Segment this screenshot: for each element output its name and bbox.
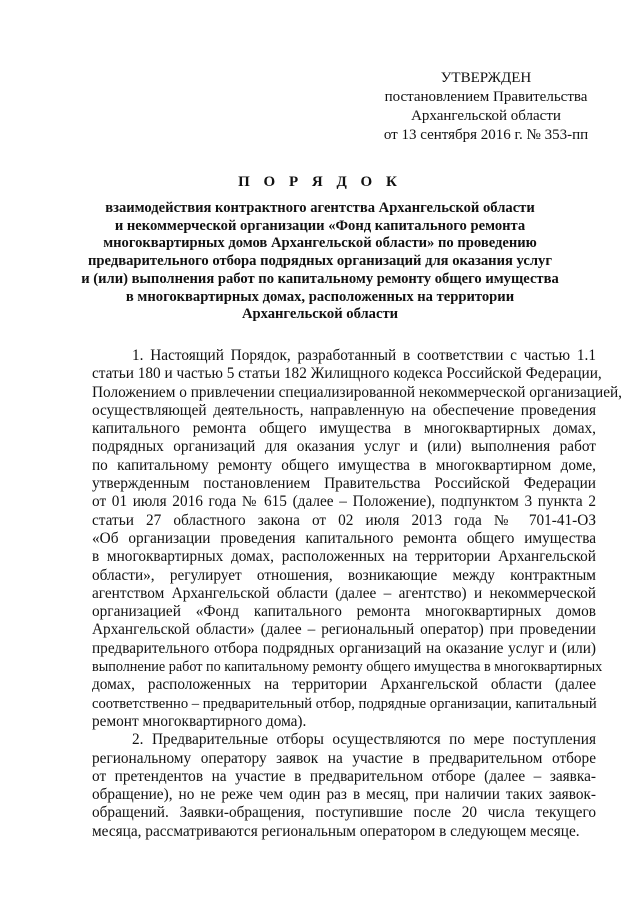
text-line: соответственно – предварительный отбор, подрядные организации, капитальный bbox=[92, 695, 597, 712]
document-body bbox=[92, 347, 622, 841]
text-line: Архангельской области» (далее – региональный оператор) при проведении bbox=[92, 621, 596, 639]
title-line: в многоквартирных домах, расположенных на территории bbox=[125, 288, 515, 305]
text-line: агентством Архангельской области (далее – агентство) и некоммерческой bbox=[92, 584, 596, 602]
document-title bbox=[80, 172, 560, 324]
text-line: статьи 27 областного закона от 02 июля 2013 года № 701-41-ОЗ bbox=[92, 511, 596, 529]
text-line: региональному оператору заявок на участие в предварительном отборе bbox=[92, 749, 596, 767]
approval-block bbox=[376, 69, 596, 145]
approval-date: от 13 сентября 2016 г. № 353-пп bbox=[383, 127, 589, 143]
title-line: многоквартирных домов Архангельской области» по проведению bbox=[103, 235, 537, 252]
approval-line: Архангельской области bbox=[411, 108, 561, 124]
text-line: капитального ремонта общего имущества в многоквартирных домах, bbox=[92, 420, 596, 438]
text-line: месяца, рассматриваются региональным оператором в следующем месяце. bbox=[92, 822, 580, 840]
title-line: и некоммерческой организации «Фонд капитального ремонта bbox=[114, 217, 526, 234]
text-line: подрядных организаций для оказания услуг и (или) выполнения работ bbox=[92, 438, 596, 456]
text-line: выполнение работ по капитальному ремонту общего имущества в многоквартирных bbox=[92, 659, 603, 676]
text-line: от претендентов на участие в предварительном отборе (далее – заявка- bbox=[92, 767, 596, 785]
text-line: от 01 июля 2016 года № 615 (далее – Положение), подпунктом 3 пункта 2 bbox=[92, 493, 596, 511]
text-line: утвержденным постановлением Правительства Российской Федерации bbox=[92, 475, 596, 493]
paragraph-2 bbox=[92, 731, 596, 841]
text-line: организацией «Фонд капитального ремонта многоквартирных домов bbox=[92, 603, 596, 621]
text-line: по капитальному ремонту общего имущества в многоквартирном доме, bbox=[92, 456, 596, 474]
title-line: предварительного отбора подрядных организаций для оказания услуг bbox=[88, 253, 552, 270]
text-line: 1. Настоящий Порядок, разработанный в соответствии с частью 1.1 bbox=[132, 347, 596, 364]
text-line: обращений. Заявки-обращения, поступившие после 20 числа текущего bbox=[92, 804, 596, 822]
text-line: обращение), но не реже чем один раз в месяц, при наличии таких заявок- bbox=[92, 786, 596, 804]
text-line: статьи 180 и частью 5 статьи 182 Жилищного кодекса Российской Федерации, bbox=[92, 365, 602, 383]
text-line: ремонт многоквартирного дома). bbox=[92, 712, 307, 730]
approval-heading: УТВЕРЖДЕН bbox=[440, 70, 532, 86]
text-line: 2. Предварительные отборы осуществляются по мере поступления bbox=[132, 731, 596, 749]
title-word: П О Р Я Д О К bbox=[238, 174, 402, 190]
title-line: взаимодействия контрактного агентства Архангельской области bbox=[105, 200, 535, 216]
paragraph-1 bbox=[92, 347, 622, 731]
text-line: Положением о привлечении специализированной некоммерческой организацией, bbox=[92, 383, 622, 401]
title-line: и (или) выполнения работ по капитальному ремонту общего имущества bbox=[81, 270, 559, 287]
text-line: домах, расположенных на территории Архангельской области (далее bbox=[92, 676, 596, 694]
text-line: «Об организации проведения капитального ремонта общего имущества bbox=[92, 529, 596, 547]
approval-line: постановлением Правительства bbox=[384, 89, 588, 105]
text-line: предварительного отбора подрядных организаций на оказание услуг и (или) bbox=[92, 639, 596, 657]
text-line: осуществляющей деятельность, направленную на обеспечение проведения bbox=[92, 401, 596, 419]
text-line: области», регулирует отношения, возникающие между контрактным bbox=[92, 566, 596, 584]
text-line: в многоквартирных домах, расположенных на территории Архангельской bbox=[92, 548, 596, 566]
title-line: Архангельской области bbox=[241, 306, 399, 323]
